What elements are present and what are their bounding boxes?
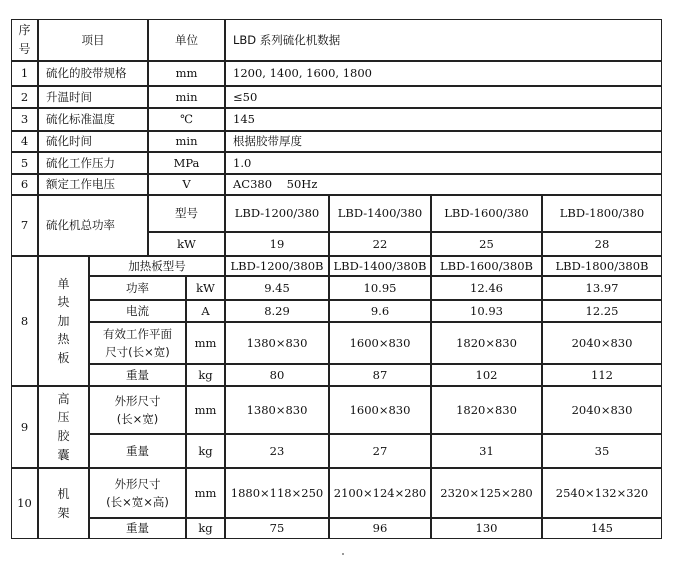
heating-weight-value-4: 112 [542,364,662,386]
row-6-value: AC380 50Hz [225,174,662,195]
airbag-weight-unit: kg [186,434,225,468]
heating-group-char-1: 单 [57,276,70,291]
airbag-weight-value-3: 31 [431,434,542,468]
row-3-value: 145 [225,108,662,131]
frame-weight-value-4: 145 [542,518,662,539]
power-model-3: LBD-1600/380 [431,195,542,232]
frame-weight-label: 重量 [89,518,186,539]
airbag-weight-value-1: 23 [225,434,329,468]
frame-size-value-1: 1880×118×250 [225,468,329,518]
heating-model-1: LBD-1200/380B [225,256,329,276]
header-seq-char-1: 序 [18,23,31,38]
airbag-group-char-1: 高 [57,391,70,406]
airbag-size-unit: mm [186,386,225,434]
frame-weight-value-3: 130 [431,518,542,539]
power-value-2: 22 [329,232,431,256]
heating-power-unit: kW [186,276,225,300]
power-model-2: LBD-1400/380 [329,195,431,232]
frame-size-label-line-1: 外形尺寸 [114,476,161,491]
heating-current-label: 电流 [89,300,186,322]
power-value-1: 19 [225,232,329,256]
heating-power-value-3: 12.46 [431,276,542,300]
heating-group-char-5: 板 [57,350,70,365]
heating-area-unit: mm [186,322,225,364]
heating-power-value-4: 13.97 [542,276,662,300]
heating-weight-value-1: 80 [225,364,329,386]
frame-size-value-4: 2540×132×320 [542,468,662,518]
frame-group-char-2: 架 [57,505,70,520]
row-6-item: 额定工作电压 [38,174,148,195]
heating-group-char-2: 块 [57,295,70,310]
airbag-group-char-2: 压 [57,410,70,425]
heating-weight-value-3: 102 [431,364,542,386]
heating-group-label [38,256,89,386]
row-6-no: 6 [11,174,38,195]
airbag-weight-value-2: 27 [329,434,431,468]
heating-area-value-4: 2040×830 [542,322,662,364]
heating-group-char-3: 加 [57,313,70,328]
row-4-item: 硫化时间 [38,131,148,152]
heating-area-label-line-2: 尺寸(长×宽) [105,345,170,359]
airbag-size-value-4: 2040×830 [542,386,662,434]
frame-size-value-3: 2320×125×280 [431,468,542,518]
airbag-group-char-4: 囊 [57,447,70,462]
frame-size-label [89,468,186,518]
heating-power-value-1: 9.45 [225,276,329,300]
heating-current-value-4: 12.25 [542,300,662,322]
airbag-size-value-2: 1600×830 [329,386,431,434]
airbag-size-label [89,386,186,434]
heating-area-label-line-1: 有效工作平面 [103,326,172,341]
frame-weight-value-2: 96 [329,518,431,539]
frame-size-label-line-2: (长×宽×高) [106,495,169,509]
heating-model-2: LBD-1400/380B [329,256,431,276]
airbag-weight-label: 重量 [89,434,186,468]
row-1-item: 硫化的胶带规格 [38,61,148,86]
power-kw-label: kW [148,232,225,256]
power-model-label: 型号 [148,195,225,232]
frame-weight-unit: kg [186,518,225,539]
row-1-unit: mm [148,61,225,86]
airbag-size-label-line-2: (长×宽) [116,412,159,426]
airbag-size-value-3: 1820×830 [431,386,542,434]
heating-current-value-2: 9.6 [329,300,431,322]
airbag-size-label-line-1: 外形尺寸 [114,393,161,408]
frame-size-unit: mm [186,468,225,518]
row-5-no: 5 [11,152,38,174]
header-unit: 单位 [148,19,225,61]
row-3-unit: ℃ [148,108,225,131]
heating-power-label: 功率 [89,276,186,300]
frame-weight-value-1: 75 [225,518,329,539]
power-model-4: LBD-1800/380 [542,195,662,232]
heating-weight-label: 重量 [89,364,186,386]
power-model-1: LBD-1200/380 [225,195,329,232]
row-1-no: 1 [11,61,38,86]
row-5-value: 1.0 [225,152,662,174]
power-value-3: 25 [431,232,542,256]
header-item: 项目 [38,19,148,61]
row-3-no: 3 [11,108,38,131]
heating-model-label: 加热板型号 [89,256,225,276]
frame-group-label [38,468,89,539]
page-mark [342,553,344,555]
heating-area-value-2: 1600×830 [329,322,431,364]
row-2-unit: min [148,86,225,108]
row-6-unit: V [148,174,225,195]
row-4-value: 根据胶带厚度 [225,131,662,152]
heating-area-value-1: 1380×830 [225,322,329,364]
heating-no: 8 [11,256,38,386]
heating-current-value-3: 10.93 [431,300,542,322]
airbag-size-value-1: 1380×830 [225,386,329,434]
header-seq [11,19,38,61]
row-4-unit: min [148,131,225,152]
row-1-value: 1200, 1400, 1600, 1800 [225,61,662,86]
power-no: 7 [11,195,38,256]
heating-current-unit: A [186,300,225,322]
frame-group-char-1: 机 [57,486,70,501]
heating-current-value-1: 8.29 [225,300,329,322]
row-2-no: 2 [11,86,38,108]
power-item: 硫化机总功率 [38,195,148,256]
frame-size-value-2: 2100×124×280 [329,468,431,518]
row-5-unit: MPa [148,152,225,174]
airbag-group-char-3: 胶 [57,429,70,443]
row-5-item: 硫化工作压力 [38,152,148,174]
row-3-item: 硫化标准温度 [38,108,148,131]
row-4-no: 4 [11,131,38,152]
heating-area-label [89,322,186,364]
heating-model-3: LBD-1600/380B [431,256,542,276]
heating-model-4: LBD-1800/380B [542,256,662,276]
header-seq-char-2: 号 [18,42,31,56]
row-2-item: 升温时间 [38,86,148,108]
row-2-value: ≤50 [225,86,662,108]
frame-no: 10 [11,468,38,539]
airbag-group-label [38,386,89,468]
heating-power-value-2: 10.95 [329,276,431,300]
heating-area-value-3: 1820×830 [431,322,542,364]
heating-weight-value-2: 87 [329,364,431,386]
airbag-weight-value-4: 35 [542,434,662,468]
power-value-4: 28 [542,232,662,256]
airbag-no: 9 [11,386,38,468]
heating-weight-unit: kg [186,364,225,386]
header-data-title: LBD 系列硫化机数据 [225,19,662,61]
heating-group-char-4: 热 [57,332,70,347]
